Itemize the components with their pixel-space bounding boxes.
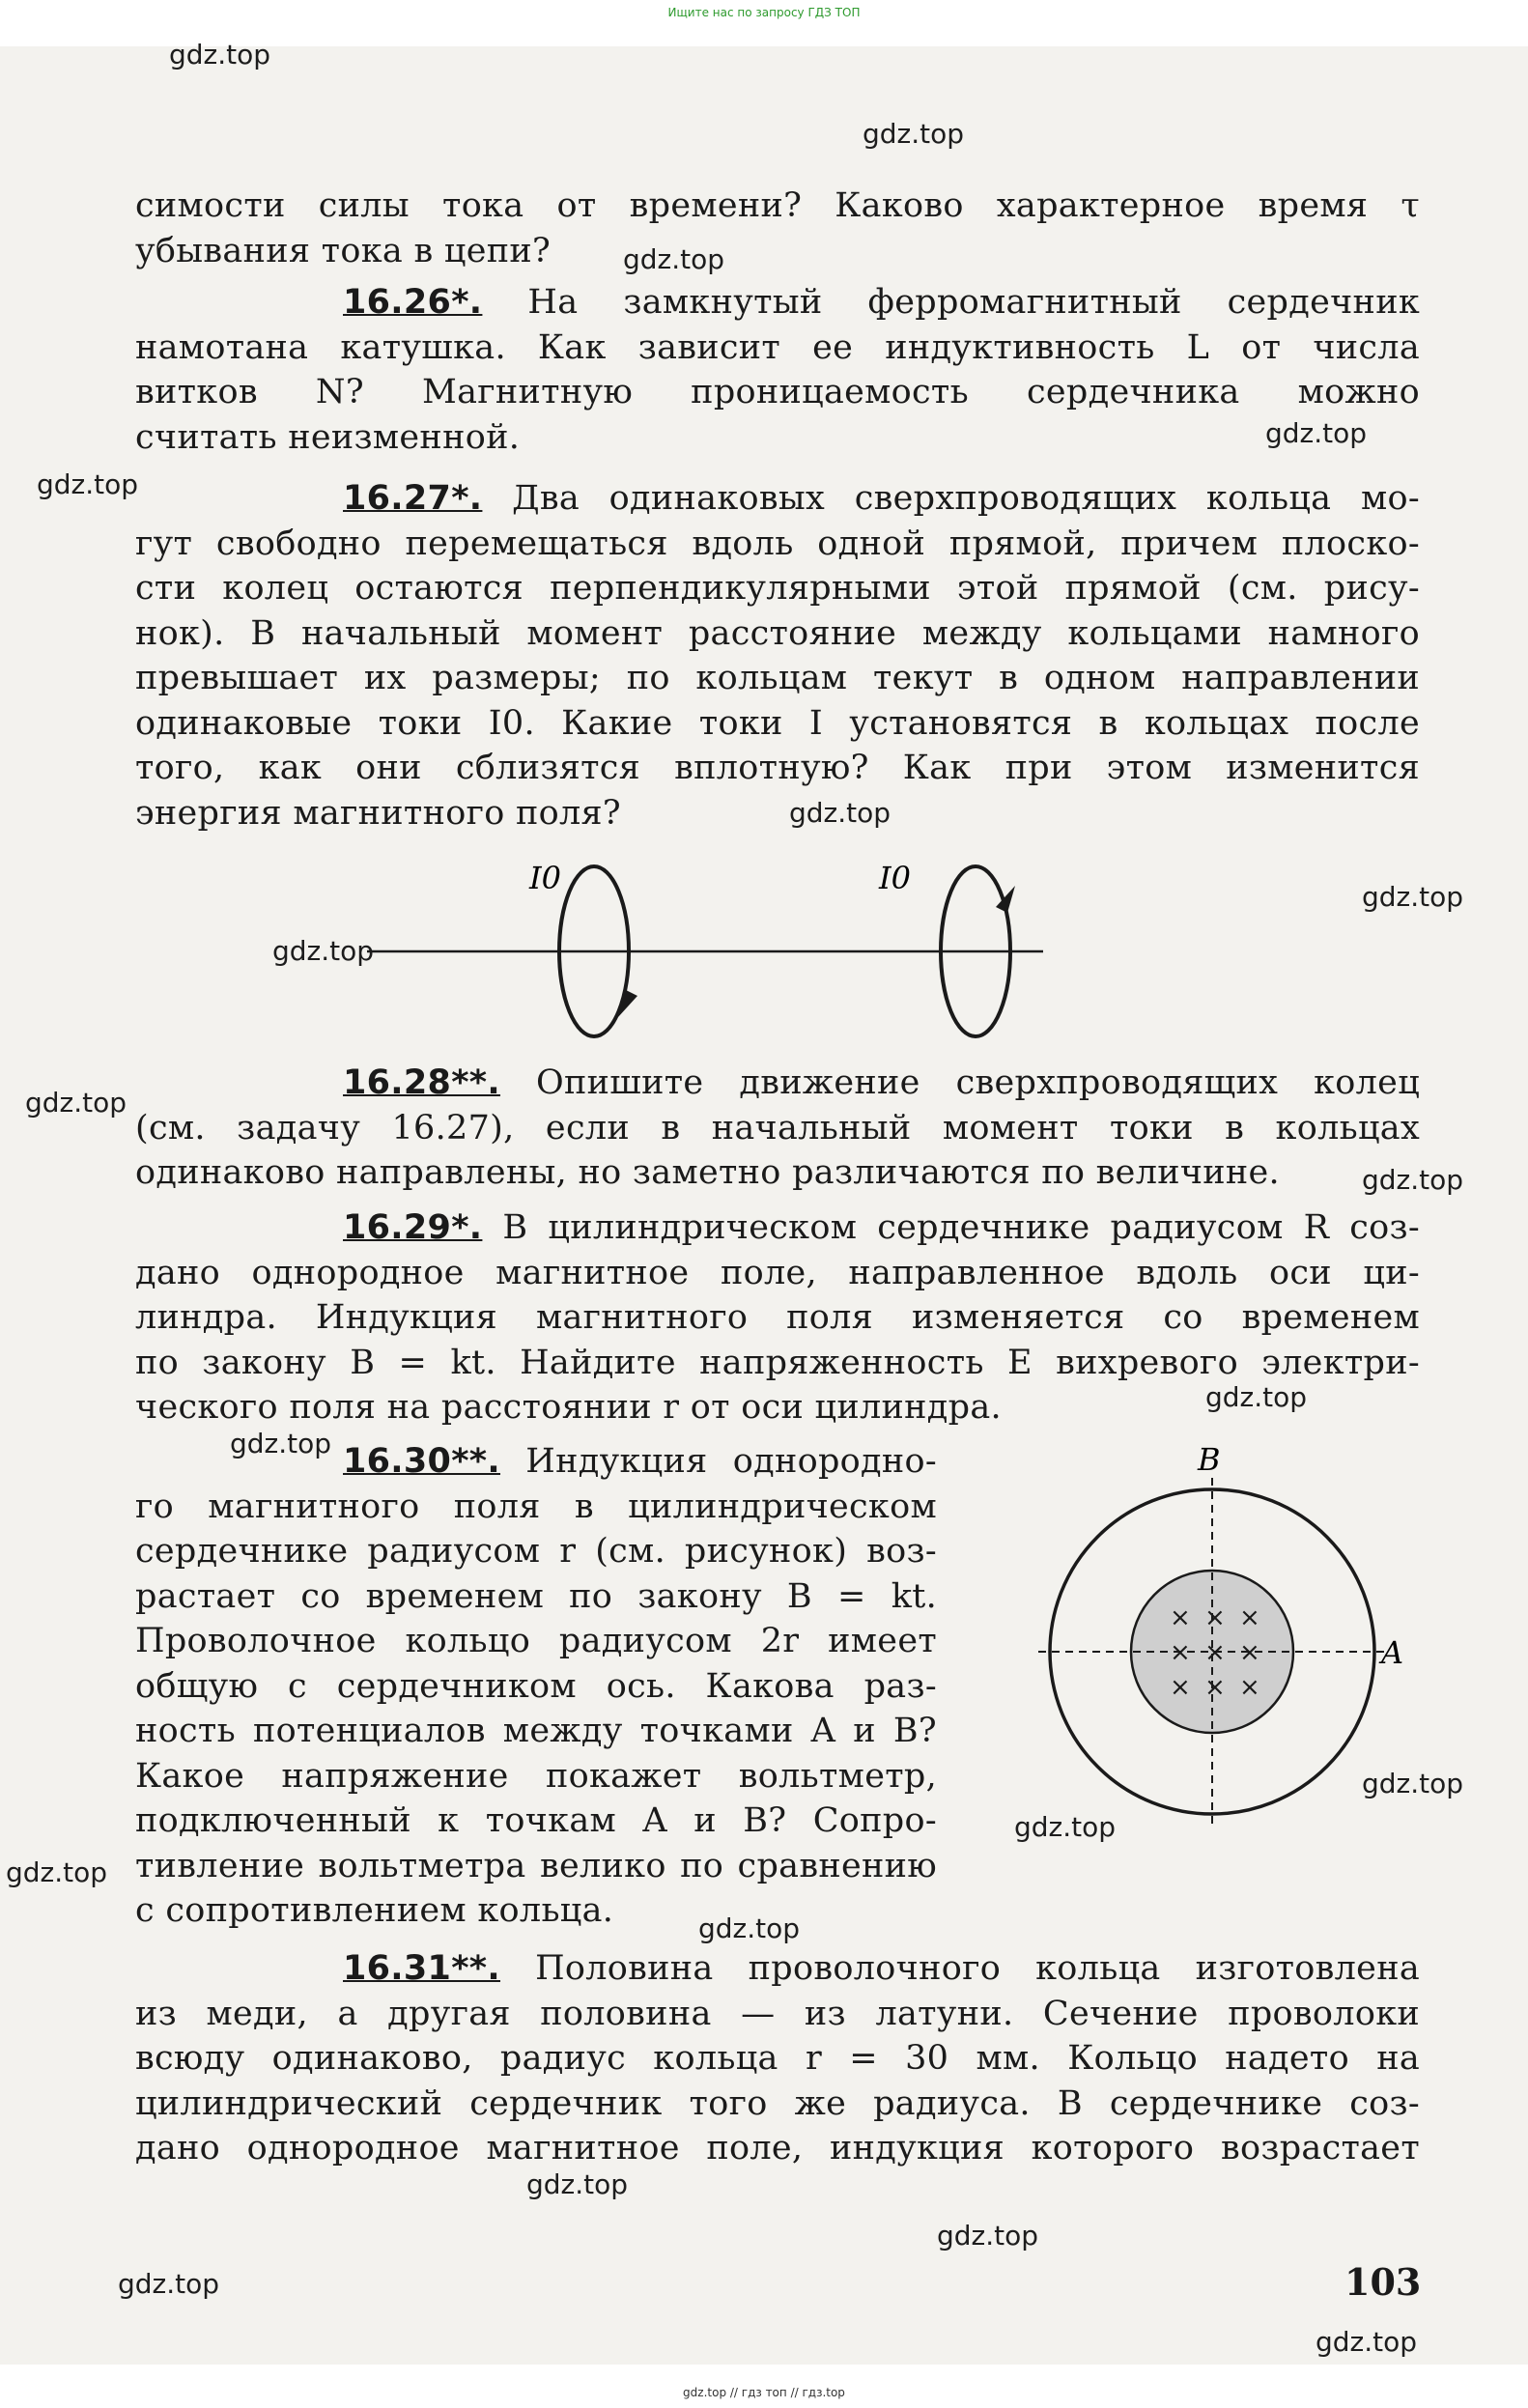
watermark-text: gdz.top xyxy=(37,468,139,500)
watermark-text: gdz.top xyxy=(1205,1381,1308,1413)
problem-16-28 xyxy=(135,1061,1420,1196)
problem-number: 16.29*. xyxy=(343,1208,483,1247)
cross-mark: × xyxy=(1204,1638,1226,1667)
watermark-text: gdz.top xyxy=(1014,1811,1117,1843)
watermark-text: gdz.top xyxy=(623,243,725,275)
problem-number: 16.27*. xyxy=(343,479,483,518)
cross-mark: × xyxy=(1170,1673,1191,1702)
problem-first-line: 16.28**. Опишите движение сверхпроводящих колец xyxy=(343,1063,1420,1102)
text-line: Какое напряжение покажет вольтметр, xyxy=(135,1756,937,1796)
cross-mark: × xyxy=(1170,1638,1191,1667)
problem-16-30 xyxy=(135,1439,937,1934)
text-line: ность потенциалов между точками A и B? xyxy=(135,1712,937,1750)
text-line: нок). В начальный момент расстояние между кольцами намного xyxy=(135,613,1420,653)
text-line: одинаковые токи I0. Какие токи I установятся в кольцах после xyxy=(135,703,1420,743)
text-line: с сопротивлением кольца. xyxy=(135,1891,614,1930)
watermark-text: gdz.top xyxy=(230,1428,332,1459)
text-line: общую с сердечником ось. Какова раз- xyxy=(135,1666,937,1706)
problem-16-31 xyxy=(135,1946,1420,2171)
watermark-text: gdz.top xyxy=(118,2268,220,2300)
watermark-text: gdz.top xyxy=(169,39,271,71)
problem-16-27 xyxy=(135,476,1420,836)
problem-first-line: 16.29*. В цилиндрическом сердечнике радиусом R соз- xyxy=(343,1208,1420,1247)
rings-figure xyxy=(367,850,1043,1053)
problem-first-line: 16.26*. На замкнутый ферромагнитный сердечник xyxy=(343,283,1420,322)
watermark-text: gdz.top xyxy=(863,118,965,150)
text-line: гут свободно перемещаться вдоль одной прямой, причем плоско- xyxy=(135,524,1420,563)
text-line: симости силы тока от времени? Каково характерное время τ xyxy=(135,186,1420,225)
cross-mark: × xyxy=(1204,1603,1226,1632)
watermark-text: gdz.top xyxy=(526,2168,629,2200)
text-line: цилиндрический сердечник того же радиуса. В сердечнике соз- xyxy=(135,2083,1420,2123)
problem-first-line: 16.31**. Половина проволочного кольца изготовлена xyxy=(343,1949,1420,1988)
top-banner: Ищите нас по запросу ГДЗ ТОП xyxy=(667,6,861,19)
text-line: намотана катушка. Как зависит ее индуктивность L от числа xyxy=(135,327,1420,367)
problem-number: 16.28**. xyxy=(343,1063,501,1102)
text-line: того, как они сблизятся вплотную? Как при этом изменится xyxy=(135,749,1420,787)
watermark-text: gdz.top xyxy=(1316,2326,1418,2358)
problem-number: 16.31**. xyxy=(343,1949,501,1988)
problem-16-26 xyxy=(135,280,1420,460)
current-label-left: I0 xyxy=(529,860,561,896)
text-line: дано однородное магнитное поле, направленное вдоль оси ци- xyxy=(135,1253,1420,1292)
watermark-text: gdz.top xyxy=(272,935,375,967)
cross-mark: × xyxy=(1239,1638,1260,1667)
watermark-text: gdz.top xyxy=(1362,1768,1464,1799)
problem-first-line: 16.30**. Индукция однородно- xyxy=(343,1442,937,1481)
text-line: ческого поля на расстоянии r от оси цилиндра. xyxy=(135,1388,1002,1427)
cross-mark: × xyxy=(1239,1603,1260,1632)
text-line: (см. задачу 16.27), если в начальный момент токи в кольцах xyxy=(135,1108,1420,1147)
text-line: всюду одинаково, радиус кольца r = 30 мм. Кольцо надето на xyxy=(135,2039,1420,2078)
text-line: энергия магнитного поля? xyxy=(135,793,621,833)
watermark-text: gdz.top xyxy=(25,1087,127,1119)
text-line: сердечнике радиусом r (см. рисунок) воз- xyxy=(135,1532,937,1571)
text-line: подключенный к точкам A и B? Сопро- xyxy=(135,1801,937,1840)
bottom-banner: gdz.top // гдз топ // гдз.top xyxy=(683,2386,845,2399)
watermark-text: gdz.top xyxy=(6,1856,108,1888)
point-a-label: A xyxy=(1381,1634,1404,1671)
field-crosses xyxy=(1170,1603,1260,1702)
watermark-text: gdz.top xyxy=(937,2220,1039,2252)
text-line: дано однородное магнитное поле, индукция которого возрастает xyxy=(135,2129,1420,2167)
cross-mark: × xyxy=(1239,1673,1260,1702)
text-line: одинаково направлены, но заметно различаются по величине. xyxy=(135,1153,1280,1192)
page-number: 103 xyxy=(1344,2260,1422,2304)
text-line: по закону B = kt. Найдите напряженность E вихревого электри- xyxy=(135,1343,1420,1382)
problem-first-line: 16.27*. Два одинаковых сверхпроводящих кольца мо- xyxy=(343,479,1420,518)
cross-mark: × xyxy=(1204,1673,1226,1702)
text-line: убывания тока в цепи? xyxy=(135,231,552,270)
watermark-text: gdz.top xyxy=(789,797,891,829)
text-line: линдра. Индукция магнитного поля изменяется со временем xyxy=(135,1298,1420,1337)
text-line: считать неизменной. xyxy=(135,417,521,457)
text-line: растает со временем по закону B = kt. xyxy=(135,1576,937,1616)
watermark-text: gdz.top xyxy=(698,1912,801,1944)
text-line: го магнитного поля в цилиндрическом xyxy=(135,1487,937,1526)
cross-mark: × xyxy=(1170,1603,1191,1632)
text-line: витков N? Магнитную проницаемость сердечника можно xyxy=(135,373,1420,411)
text-line: из меди, а другая половина — из латуни. Сечение проволоки xyxy=(135,1994,1420,2033)
watermark-text: gdz.top xyxy=(1362,1164,1464,1196)
watermark-text: gdz.top xyxy=(1265,417,1368,449)
paragraph-intro xyxy=(135,184,1420,273)
problem-number: 16.26*. xyxy=(343,283,483,322)
text-line: Проволочное кольцо радиусом 2r имеет xyxy=(135,1622,937,1660)
text-line: превышает их размеры; по кольцам текут в одном направлении xyxy=(135,659,1420,697)
current-label-right: I0 xyxy=(879,860,911,896)
text-line: тивление вольтметра велико по сравнению xyxy=(135,1846,937,1885)
problem-number: 16.30**. xyxy=(343,1442,501,1481)
text-line: сти колец остаются перпендикулярными этой прямой (см. рису- xyxy=(135,569,1420,608)
point-b-label: B xyxy=(1198,1441,1221,1478)
watermark-text: gdz.top xyxy=(1362,881,1464,913)
